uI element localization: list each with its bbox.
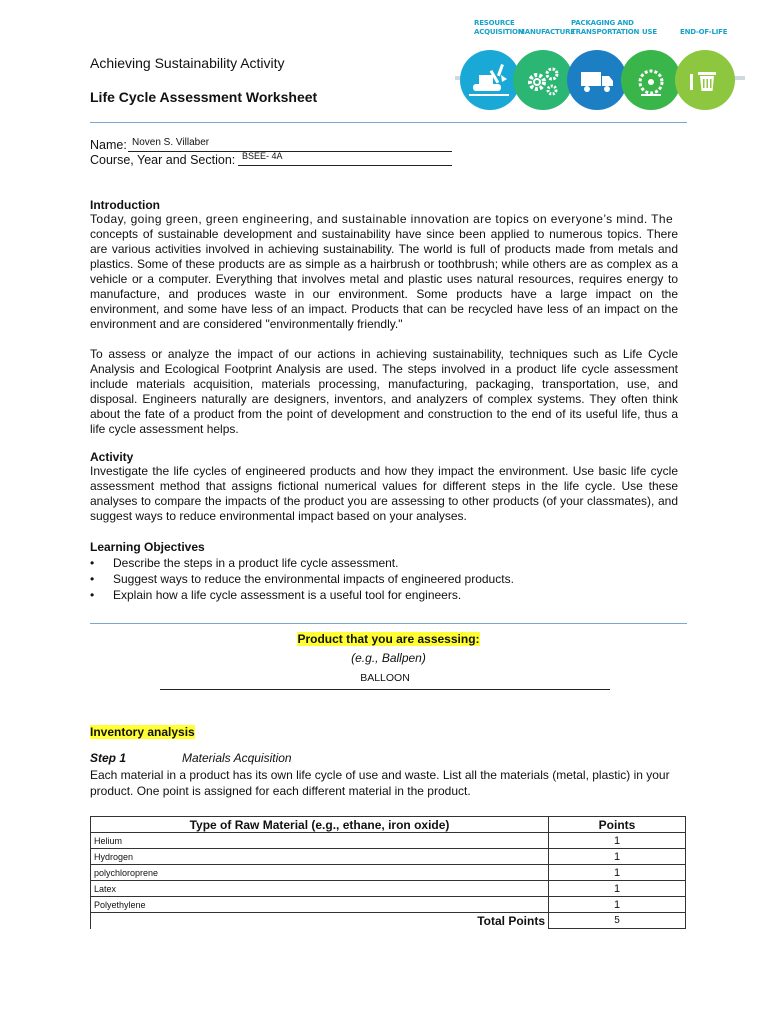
product-prompt: Product that you are assessing: [297, 632, 480, 646]
list-item: • Suggest ways to reduce the environmental impacts of engineered products. [90, 572, 514, 586]
points-cell[interactable]: 1 [549, 865, 686, 881]
product-prompt-wrap [90, 632, 687, 646]
learning-objectives-heading: Learning Objectives [90, 540, 205, 554]
stage-label-manufacture: MANUFACTURE [518, 28, 575, 36]
introduction-paragraph-1 [90, 212, 678, 332]
material-column-header: Type of Raw Material (e.g., ethane, iron oxide) [91, 817, 549, 833]
product-example: (e.g., Ballpen) [351, 651, 426, 665]
bullet: • [90, 572, 95, 586]
activity-heading: Activity [90, 450, 134, 464]
step-description: Each material in a product has its own life cycle of use and waste. List all the materials (metal, plastic) in your product. One point is assigned for each different material in the product. [90, 768, 670, 798]
stage-label-packaging-transportation: PACKAGING AND TRANSPORTATION [571, 19, 640, 36]
product-field[interactable]: BALLOON [160, 672, 610, 690]
points-column-header: Points [549, 817, 686, 833]
table-row [91, 897, 686, 913]
stage-label-end-of-life: END-OF-LIFE [680, 28, 728, 36]
table-row [91, 833, 686, 849]
introduction-body: concepts of sustainable development and sustainability have since been applied to numerous topics. There are various activities involved in achieving sustainability. The world is full of products made from metals and plastics. Some of these products are as simple as a hairbrush or toothbrush; while others are as complex as a vehicle or a computer. Everything that involves metal and plastic uses natural resources, requires energy to manufacture, and produces waste in our environment. Some products have a large impact on the environment, and some have less of an impact. Products that can be recycled have less of an impact on the environment and are considered "environmentally friendly." [90, 227, 678, 331]
inventory-heading: Inventory analysis [90, 725, 195, 739]
activity-paragraph: Investigate the life cycles of engineered products and how they impact the environment. Use basic life cycle assessment method that assigns fictional numerical values for different steps in the life cycle. Use these analyses to compare the impacts of the product you are assessing to other products (of your classmates), and suggest ways to reduce environmental impact based on your analyses. [90, 464, 678, 523]
total-value[interactable]: 5 [549, 913, 686, 929]
name-label: Name: [90, 138, 127, 152]
worksheet-title: Life Cycle Assessment Worksheet [90, 89, 318, 105]
points-cell[interactable]: 1 [549, 881, 686, 897]
material-cell[interactable]: Hydrogen [91, 849, 549, 865]
header-divider [90, 122, 687, 123]
table-row [91, 849, 686, 865]
name-field[interactable]: Noven S. Villaber [128, 137, 452, 152]
material-cell[interactable]: Latex [91, 881, 549, 897]
material-cell[interactable]: Polyethylene [91, 897, 549, 913]
introduction-paragraph-2: To assess or analyze the impact of our actions in achieving sustainability, techniques such as Life Cycle Analysis and Ecological Footprint Analysis are used. The steps involved in a product life cycle assessment include materials acquisition, materials processing, manufacturing, packaging, transportation, use, and disposal. Engineers naturally are designers, inventors, and analyzers of complex systems. They often think about the fate of a product from the point of development and construction to the end of its useful life, thus a life cycle assessment helps. [90, 347, 678, 436]
section-divider [90, 623, 687, 624]
course-label: Course, Year and Section: [90, 153, 236, 167]
introduction-first-line: Today, going green, green engineering, and sustainable innovation are topics on everyone’s mind. The [90, 212, 674, 226]
learning-objectives-list [90, 555, 514, 603]
materials-table [90, 816, 686, 929]
bullet: • [90, 588, 95, 602]
stage-label-use: USE [642, 28, 657, 36]
activity-title: Achieving Sustainability Activity [90, 55, 285, 71]
points-cell[interactable]: 1 [549, 897, 686, 913]
table-header-row [91, 817, 686, 833]
points-cell[interactable]: 1 [549, 833, 686, 849]
step-name: Materials Acquisition [182, 751, 292, 765]
total-label: Total Points [91, 913, 549, 929]
course-field[interactable]: BSEE- 4A [238, 151, 452, 166]
points-cell[interactable]: 1 [549, 849, 686, 865]
list-item: • Describe the steps in a product life cycle assessment. [90, 556, 399, 570]
material-cell[interactable]: Helium [91, 833, 549, 849]
step-label: Step 1 [90, 751, 127, 765]
lifecycle-circles [455, 42, 745, 122]
material-cell[interactable]: polychloroprene [91, 865, 549, 881]
lifecycle-graphic [455, 14, 745, 119]
inventory-heading-wrap [90, 725, 195, 739]
introduction-heading: Introduction [90, 198, 160, 212]
list-item: • Explain how a life cycle assessment is a useful tool for engineers. [90, 588, 462, 602]
table-row [91, 865, 686, 881]
bullet: • [90, 556, 95, 570]
stage-label-resource-acquisition: RESOURCE ACQUISITION [474, 19, 524, 36]
total-row [91, 913, 686, 929]
table-row [91, 881, 686, 897]
